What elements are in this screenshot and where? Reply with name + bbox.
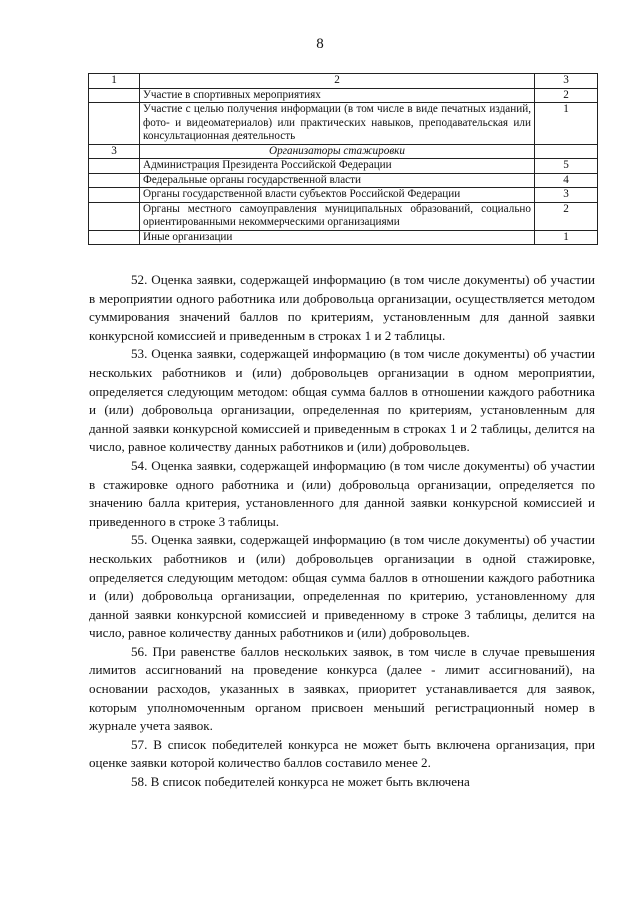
score-cell: 2 [535, 88, 598, 103]
criterion-cell: Иные организации [140, 230, 535, 245]
table-row [89, 88, 598, 103]
row-number-cell [89, 88, 140, 103]
table-row [89, 159, 598, 174]
row-number-cell: 3 [89, 144, 140, 159]
header-cell-col1: 1 [89, 74, 140, 89]
row-number-cell [89, 230, 140, 245]
paragraph-56: 56. При равенстве баллов нескольких заявок, в том числе в случае превышения лимитов ассигнований на проведение конкурса (далее - лимит ассигнований), на основании расходов, указанных в заявках, приоритет устанавливается для заявок, которым уполномоченным органом присвоен меньший регистрационный номер в журнале учета заявок. [89, 643, 595, 734]
criterion-cell: Участие в спортивных мероприятиях [140, 88, 535, 103]
score-cell [535, 144, 598, 159]
page-number: 8 [316, 36, 324, 52]
paragraph-58: 58. В список победителей конкурса не может быть включена [131, 774, 470, 790]
header-cell-col2: 2 [140, 74, 535, 89]
table-row [89, 103, 598, 145]
paragraph-57: 57. В список победителей конкурса не может быть включена организация, при оценке заявки которой количество баллов составило менее 2. [89, 736, 595, 771]
paragraph-55: 55. Оценка заявки, содержащей информацию (в том числе документы) об участии нескольких работников и (или) добровольцев организации в одной стажировке, определяется следующим методом: общая сумма баллов в отношении каждого работника и (или) добровольца организации, определенная по критерию, установленному для данной заявки конкурсной комиссией и приведенному в строке 3 таблицы, делится на число, равное количеству данных работников и (или) добровольцев. [89, 532, 595, 641]
table-section-row [89, 144, 598, 159]
score-cell: 5 [535, 159, 598, 174]
row-number-cell [89, 202, 140, 230]
header-cell-col3: 3 [535, 74, 598, 89]
score-cell: 3 [535, 188, 598, 203]
row-number-cell [89, 188, 140, 203]
row-number-cell [89, 173, 140, 188]
score-cell: 4 [535, 173, 598, 188]
criterion-cell: Администрация Президента Российской Федерации [140, 159, 535, 174]
criterion-cell: Органы местного самоуправления муниципальных образований, социально ориентированными некоммерческими организациями [140, 202, 535, 230]
row-number-cell [89, 103, 140, 145]
criterion-cell: Органы государственной власти субъектов Российской Федерации [140, 188, 535, 203]
criterion-cell: Участие с целью получения информации (в том числе в виде печатных изданий, фото- и видеоматериалов) или практических навыков, преподавательская или консультационная деятельность [140, 103, 535, 145]
table-row [89, 173, 598, 188]
score-cell: 1 [535, 103, 598, 145]
paragraph-53: 53. Оценка заявки, содержащей информацию (в том числе документы) об участии нескольких работников и (или) добровольцев организации в одном мероприятии, определяется следующим методом: общая сумма баллов в отношении каждого работника и (или) добровольца организации, определенная по критериям, установленным для данной заявки конкурсной комиссией и приведенным в строках 1 и 2 таблицы, делится на число, равное количеству данных работников и (или) добровольцев. [89, 346, 595, 455]
score-cell: 2 [535, 202, 598, 230]
criteria-score-table [88, 73, 598, 245]
row-number-cell [89, 159, 140, 174]
table-header-row [89, 74, 598, 89]
table-row [89, 202, 598, 230]
paragraph-54: 54. Оценка заявки, содержащей информацию (в том числе документы) об участии в стажировке одного работника и (или) добровольца организации, определяется по значению балла критерия, установленного для данной заявки конкурсной комиссией и приведенного в строке 3 таблицы. [89, 457, 595, 529]
criterion-cell: Федеральные органы государственной власти [140, 173, 535, 188]
score-cell: 1 [535, 230, 598, 245]
paragraph-52: 52. Оценка заявки, содержащей информацию (в том числе документы) об участии в мероприятии одного работника или добровольца организации, осуществляется методом суммирования значений баллов по критериям, установленным для данной заявки конкурсной комиссией и приведенным в строках 1 и 2 таблицы. [89, 272, 595, 343]
section-title-cell: Организаторы стажировки [140, 144, 535, 159]
table-row [89, 188, 598, 203]
table-row [89, 230, 598, 245]
document-body [89, 271, 595, 792]
